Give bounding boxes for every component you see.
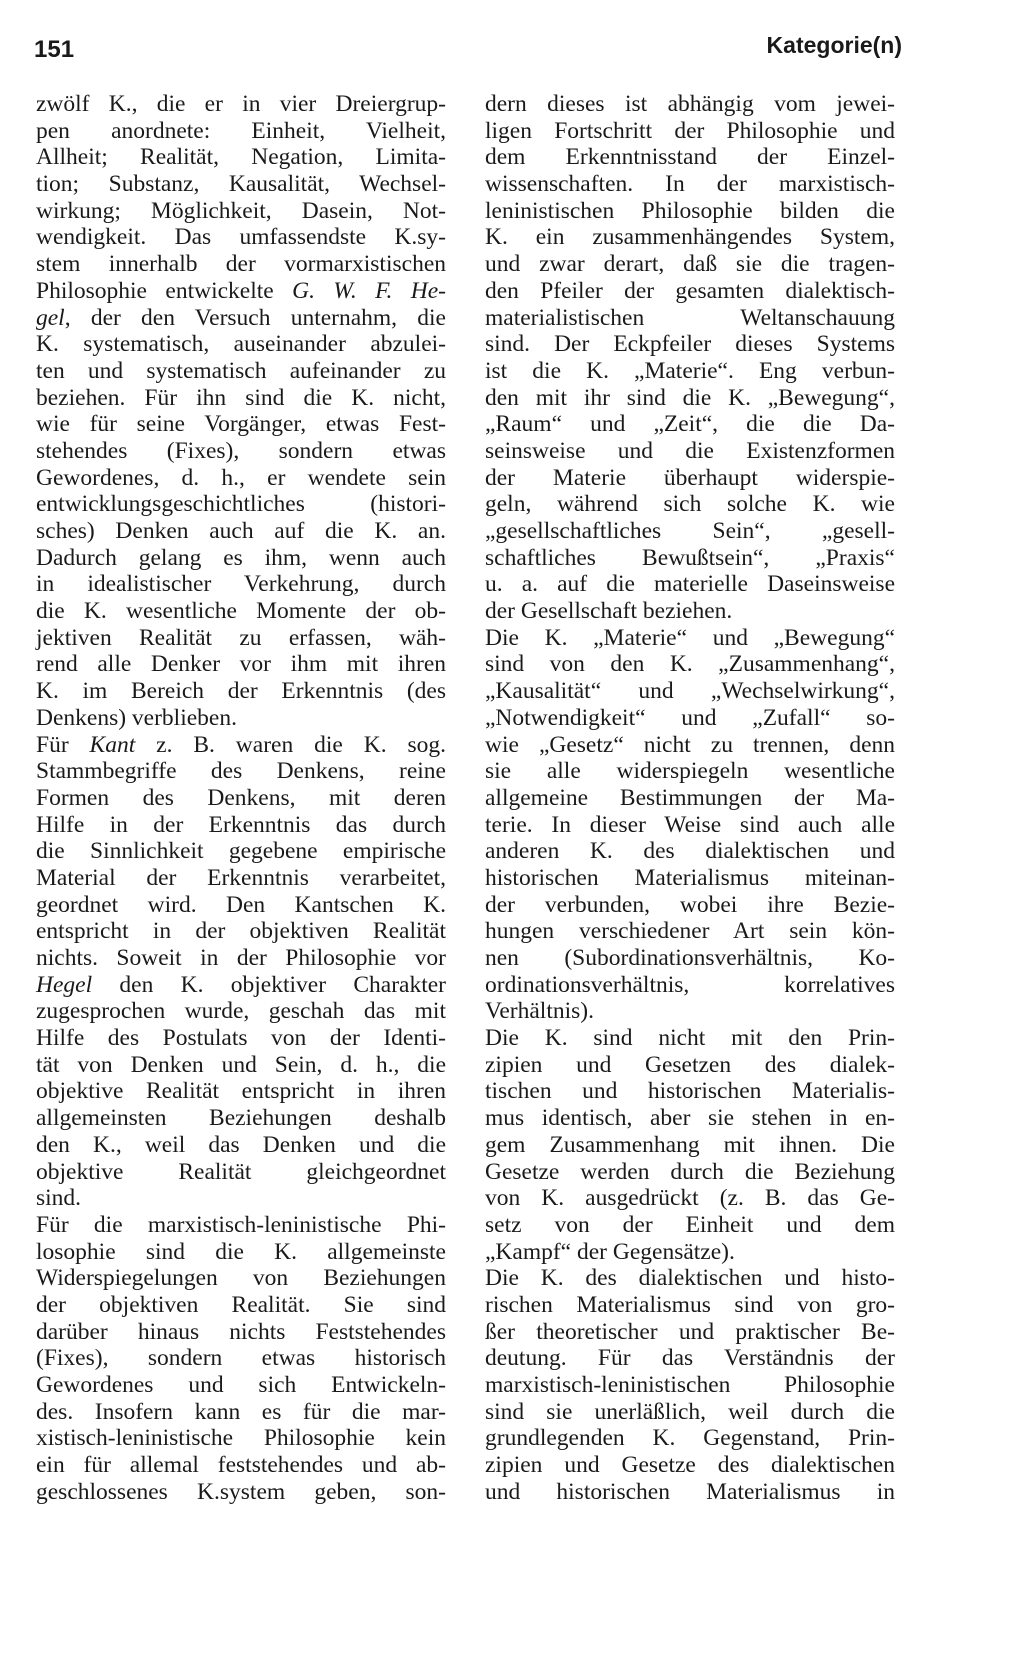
text-line: schaftliches Bewußtsein“, „Praxis“ — [485, 544, 895, 571]
text-line: xistisch-leninistische Philosophie kein — [36, 1425, 446, 1452]
text-line: stem innerhalb der vormarxistischen — [36, 251, 446, 278]
text-line: objektive Realität entspricht in ihren — [36, 1078, 446, 1105]
text-line: zugesprochen wurde, geschah das mit — [36, 998, 446, 1025]
text-line: leninistischen Philosophie bilden die — [485, 197, 895, 224]
text-line: mus identisch, aber sie stehen in en- — [485, 1105, 895, 1132]
text-line: Gewordenes, d. h., er wendete sein — [36, 464, 446, 491]
text-line: Widerspiegelungen von Beziehungen — [36, 1265, 446, 1292]
text-line: Material der Erkenntnis verarbeitet, — [36, 864, 446, 891]
text-line: terie. In dieser Weise sind auch alle — [485, 811, 895, 838]
text-line: stehendes (Fixes), sondern etwas — [36, 437, 446, 464]
text-line: ist die K. „Materie“. Eng verbun- — [485, 357, 895, 384]
text-line: K. systematisch, auseinander abzulei- — [36, 331, 446, 358]
text-line: ligen Fortschritt der Philosophie und — [485, 117, 895, 144]
text-line: allgemeine Bestimmungen der Ma- — [485, 784, 895, 811]
text-line: setz von der Einheit und dem — [485, 1211, 895, 1238]
text-line: die K. wesentliche Momente der ob- — [36, 598, 446, 625]
text-line: grundlegenden K. Gegenstand, Prin- — [485, 1425, 895, 1452]
text-line: ein für allemal feststehendes und ab- — [36, 1452, 446, 1479]
text-line: Die K. „Materie“ und „Bewegung“ — [485, 624, 895, 651]
text-line: tion; Substanz, Kausalität, Wechsel- — [36, 171, 446, 198]
text-line: sind von den K. „Zusammenhang“, — [485, 651, 895, 678]
text-line: K. ein zusammenhängendes System, — [485, 224, 895, 251]
text-line: marxistisch-leninistischen Philosophie — [485, 1372, 895, 1398]
text-line: hungen verschiedener Art sein kön- — [485, 918, 895, 945]
text-line: K. im Bereich der Erkenntnis (des — [36, 678, 446, 705]
text-line: rend alle Denker vor ihm mit ihren — [36, 651, 446, 678]
text-line: der Gesellschaft beziehen. — [485, 598, 733, 625]
text-line: tät von Denken und Sein, d. h., die — [36, 1051, 446, 1078]
text-line: u. a. auf die materielle Daseinsweise — [485, 571, 895, 598]
text-line: in idealistischer Verkehrung, durch — [36, 571, 446, 598]
text-line: tischen und historischen Materialis- — [485, 1078, 895, 1105]
text-line: Für Kant z. B. waren die K. sog. — [36, 731, 446, 758]
text-line: wissenschaften. In der marxistisch- — [485, 171, 895, 198]
text-line: dem Erkenntnisstand der Einzel- — [485, 144, 895, 171]
text-line: und historischen Materialismus in — [485, 1478, 895, 1505]
text-line: allgemeinsten Beziehungen deshalb — [36, 1105, 446, 1132]
text-line: Hilfe des Postulats von der Identi- — [36, 1025, 446, 1052]
text-line: den Pfeiler der gesamten dialektisch- — [485, 277, 895, 304]
text-line: Die K. des dialektischen und histo- — [485, 1265, 895, 1292]
page-number: 151 — [34, 36, 75, 63]
text-line: (Fixes), sondern etwas historisch — [36, 1345, 446, 1372]
text-line: den mit ihr sind die K. „Bewegung“, — [485, 384, 895, 411]
text-line: wirkung; Möglichkeit, Dasein, Not- — [36, 197, 446, 224]
text-line: rischen Materialismus sind von gro- — [485, 1291, 895, 1318]
left-text-column — [36, 91, 446, 1505]
text-line: nichts. Soweit in der Philosophie vor — [36, 945, 446, 971]
text-line: sches) Denken auch auf die K. an. — [36, 518, 446, 544]
text-line: die Sinnlichkeit gegebene empirische — [36, 838, 446, 865]
text-line: der Materie überhaupt widerspie- — [485, 464, 895, 491]
text-line: und zwar derart, daß sie die tragen- — [485, 251, 895, 278]
text-line: des. Insofern kann es für die mar- — [36, 1398, 446, 1425]
text-line: den K., weil das Denken und die — [36, 1131, 446, 1158]
text-line: Gesetze werden durch die Beziehung — [485, 1158, 895, 1185]
text-line: Hegel den K. objektiver Charakter — [36, 971, 446, 998]
text-line: ten und systematisch aufeinander zu — [36, 357, 446, 384]
text-line: gem Zusammenhang mit ihnen. Die — [485, 1131, 895, 1158]
text-line: Allheit; Realität, Negation, Limita- — [36, 144, 446, 171]
text-line: der verbunden, wobei ihre Bezie- — [485, 891, 895, 918]
text-line: entwicklungsgeschichtliches (histori- — [36, 491, 446, 518]
text-line: entspricht in der objektiven Realität — [36, 918, 446, 945]
text-line: sie alle widerspiegeln wesentliche — [485, 758, 895, 785]
text-line: Formen des Denkens, mit deren — [36, 784, 446, 811]
text-line: „Raum“ und „Zeit“, die die Da- — [485, 411, 895, 438]
text-line: ordinationsverhältnis, korrelatives — [485, 971, 895, 998]
right-text-column — [485, 91, 895, 1505]
text-line: seinsweise und die Existenzformen — [485, 437, 895, 464]
text-line: wendigkeit. Das umfassendste K.sy- — [36, 224, 446, 251]
text-line: historischen Materialismus miteinan- — [485, 864, 895, 891]
text-line: zwölf K., die er in vier Dreiergrup- — [36, 91, 446, 117]
text-line: Gewordenes und sich Entwickeln- — [36, 1372, 446, 1398]
text-line: ßer theoretischer und praktischer Be- — [485, 1318, 895, 1345]
text-line: anderen K. des dialektischen und — [485, 838, 895, 865]
text-line: pen anordnete: Einheit, Vielheit, — [36, 117, 446, 144]
text-line: Philosophie entwickelte G. W. F. He- — [36, 277, 446, 304]
text-line: geordnet wird. Den Kantschen K. — [36, 891, 446, 918]
text-line: „gesellschaftliches Sein“, „gesell- — [485, 518, 895, 544]
text-line: materialistischen Weltanschauung — [485, 304, 895, 331]
text-line: von K. ausgedrückt (z. B. das Ge- — [485, 1185, 895, 1212]
text-line: wie „Gesetz“ nicht zu trennen, denn — [485, 731, 895, 758]
running-head: Kategorie(n) — [766, 32, 902, 58]
text-line: zipien und Gesetzen des dialek- — [485, 1051, 895, 1078]
text-line: objektive Realität gleichgeordnet — [36, 1158, 446, 1185]
text-line: gel, der den Versuch unternahm, die — [36, 304, 446, 331]
text-line: Denkens) verblieben. — [36, 704, 237, 731]
text-line: „Kampf“ der Gegensätze). — [485, 1238, 735, 1265]
text-line: jektiven Realität zu erfassen, wäh- — [36, 624, 446, 651]
text-line: Hilfe in der Erkenntnis das durch — [36, 811, 446, 838]
text-line: beziehen. Für ihn sind die K. nicht, — [36, 384, 446, 411]
text-line: wie für seine Vorgänger, etwas Fest- — [36, 411, 446, 438]
text-line: geln, während sich solche K. wie — [485, 491, 895, 518]
text-line: losophie sind die K. allgemeinste — [36, 1238, 446, 1265]
text-line: sind sie unerläßlich, weil durch die — [485, 1398, 895, 1425]
text-line: sind. — [36, 1185, 82, 1212]
text-line: der objektiven Realität. Sie sind — [36, 1291, 446, 1318]
text-line: darüber hinaus nichts Feststehendes — [36, 1318, 446, 1345]
text-line: Dadurch gelang es ihm, wenn auch — [36, 544, 446, 571]
text-line: „Kausalität“ und „Wechselwirkung“, — [485, 678, 895, 705]
text-line: Die K. sind nicht mit den Prin- — [485, 1025, 895, 1052]
text-line: Für die marxistisch-leninistische Phi- — [36, 1211, 446, 1238]
text-line: sind. Der Eckpfeiler dieses Systems — [485, 331, 895, 358]
text-line: Verhältnis). — [485, 998, 594, 1025]
text-line: geschlossenes K.system geben, son- — [36, 1478, 446, 1505]
text-line: dern dieses ist abhängig vom jewei- — [485, 91, 895, 117]
text-line: deutung. Für das Verständnis der — [485, 1345, 895, 1372]
text-line: nen (Subordinationsverhältnis, Ko- — [485, 945, 895, 971]
text-line: zipien und Gesetze des dialektischen — [485, 1452, 895, 1479]
text-line: „Notwendigkeit“ und „Zufall“ so- — [485, 704, 895, 731]
text-line: Stammbegriffe des Denkens, reine — [36, 758, 446, 785]
